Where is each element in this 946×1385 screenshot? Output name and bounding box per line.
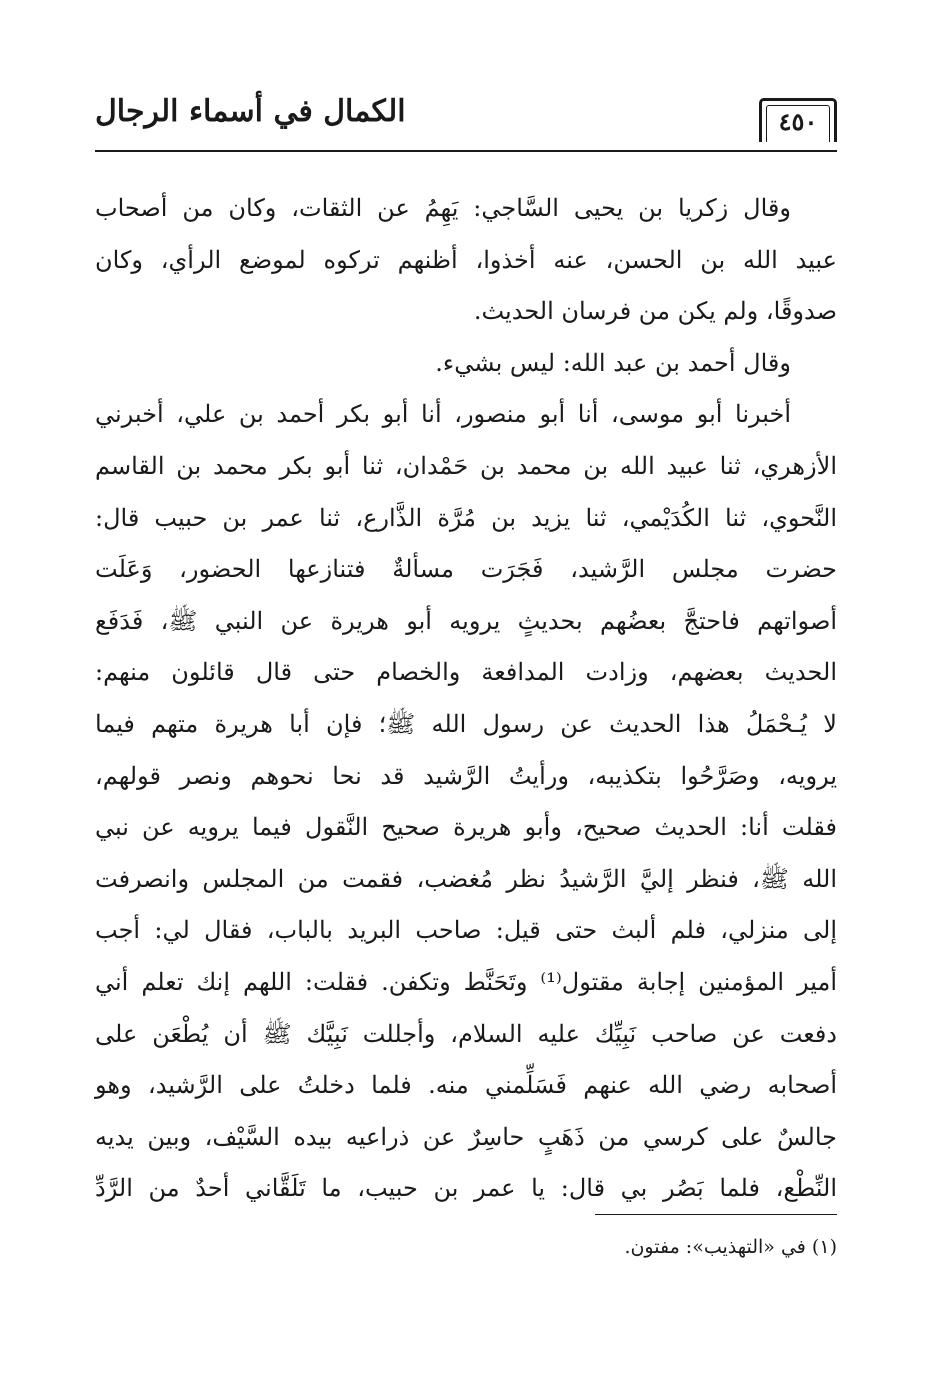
text-line: وقال أحمد بن عبد الله: ليس بشيء. bbox=[435, 348, 791, 377]
text-line: أصحابه رضي الله عنهم فَسَلِّمني منه. فلما دخلتُ على الرَّشيد، وهو bbox=[95, 1071, 837, 1100]
text-line: أصواتهم فاحتجَّ بعضُهم بحديثٍ يرويه أبو هريرة عن النبي ﷺ، فَدَفَع bbox=[95, 606, 837, 635]
text-line: النَّحوي، ثنا الكُدَيْمي، ثنا يزيد بن مُرَّة الذَّارع، ثنا عمر بن حبيب قال: bbox=[95, 503, 837, 532]
text-line: الأزهري، ثنا عبيد الله بن محمد بن حَمْدان، ثنا أبو بكر محمد بن القاسم bbox=[95, 451, 837, 480]
page-header bbox=[95, 88, 837, 152]
text-line: عبيد الله بن الحسن، عنه أخذوا، أظنهم تركوه لموضع الرأي، وكان bbox=[95, 245, 837, 274]
text-line: أخبرنا أبو موسى، أنا أبو منصور، أنا أبو بكر أحمد بن علي، أخبرني bbox=[95, 400, 791, 429]
footnote-rule bbox=[595, 1214, 837, 1215]
book-title: الكمال في أسماء الرجال bbox=[95, 94, 406, 129]
text-line: وقال زكريا بن يحيى السَّاجي: يَهِمُ عن الثقات، وكان من أصحاب bbox=[95, 194, 791, 222]
page-number: ٤٥٠ bbox=[778, 107, 818, 136]
header-rule bbox=[95, 150, 837, 152]
text-line: أمير المؤمنين إجابة مقتول⁽¹⁾ وتَحَنَّط وتكفن. فقلت: اللهم إنك تعلم أني bbox=[95, 967, 838, 996]
text-line: جالسٌ على كرسي من ذَهَبٍ حاسِرٌ عن ذراعيه بيده السَّيْف، وبين يديه bbox=[95, 1122, 837, 1151]
text-line: حضرت مجلس الرَّشيد، فَجَرَت مسألةٌ فتنازعها الحضور، وَعَلَت bbox=[95, 555, 837, 584]
text-line: الله ﷺ، فنظر إليَّ الرَّشيدُ نظر مُغضب، فقمت من المجلس وانصرفت bbox=[95, 864, 837, 893]
text-line: النِّطْع، فلما بَصُر بي قال: يا عمر بن حبيب، ما تَلَقَّاني أحدٌ من الرَّدِّ bbox=[95, 1174, 837, 1203]
text-line: دفعت عن صاحب نَبِيِّك عليه السلام، وأجللت نَبِيَّك ﷺ أن يُطْعَن على bbox=[95, 1019, 837, 1048]
text-line: يرويه، وصَرَّحُوا بتكذيبه، ورأيتُ الرَّشيد قد نحا نحوهم ونصر قولهم، bbox=[95, 761, 837, 790]
page-number-box bbox=[759, 98, 837, 142]
text-line: لا يُـحْمَلُ هذا الحديث عن رسول الله ﷺ؛ فإن أبا هريرة متهم فيما bbox=[95, 709, 837, 738]
text-line: الحديث بعضهم، وزادت المدافعة والخصام حتى قال قائلون منهم: bbox=[95, 658, 837, 687]
body-text bbox=[95, 183, 837, 1215]
text-line: فقلت أنا: الحديث صحيح، وأبو هريرة صحيح النَّقول فيما يرويه عن نبي bbox=[95, 813, 837, 842]
text-line: إلى منزلي، فلم ألبث حتى قيل: صاحب البريد بالباب، فقال لي: أجب bbox=[95, 916, 837, 945]
text-line: صدوقًا، ولم يكن من فرسان الحديث. bbox=[473, 297, 837, 326]
footnote: (١) في «التهذيب»: مفتون. bbox=[624, 1236, 837, 1258]
